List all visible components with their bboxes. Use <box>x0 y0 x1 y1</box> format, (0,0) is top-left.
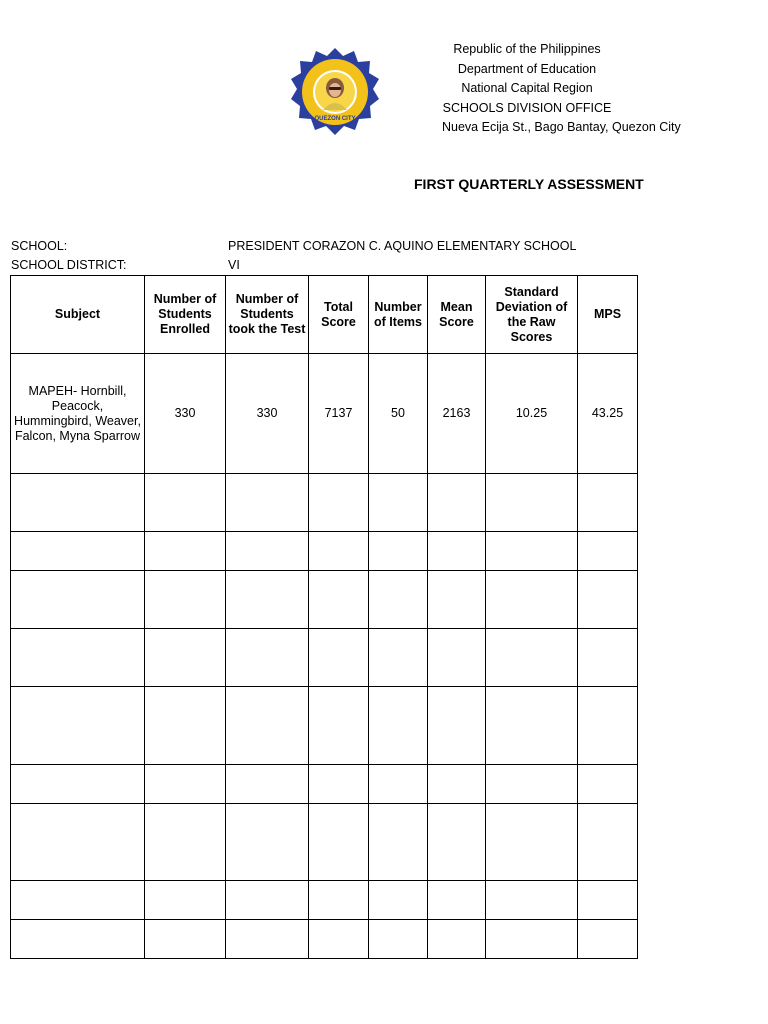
letterhead-region: National Capital Region <box>461 81 593 95</box>
cell-enrolled: 330 <box>145 354 226 474</box>
district-label: SCHOOL DISTRICT: <box>11 258 127 272</box>
letterhead <box>420 40 681 138</box>
cell-mean-score: 2163 <box>428 354 486 474</box>
school-label: SCHOOL: <box>11 239 68 253</box>
table-row-empty <box>11 687 638 765</box>
seal-ring-text: QUEZON CITY <box>314 116 356 122</box>
table-row-empty <box>11 571 638 629</box>
cell-subject: MAPEH- Hornbill, Peacock, Hummingbird, Weaver, Falcon, Myna Sparrow <box>11 354 145 474</box>
header-subject: Subject <box>11 276 145 354</box>
page-title: FIRST QUARTERLY ASSESSMENT <box>414 176 644 192</box>
header-enrolled: Number of Students Enrolled <box>145 276 226 354</box>
cell-took-test: 330 <box>226 354 309 474</box>
table-row-empty <box>11 920 638 959</box>
letterhead-address: Nueva Ecija St., Bago Bantay, Quezon City <box>442 120 681 134</box>
header-standard-deviation: Standard Deviation of the Raw Scores <box>486 276 578 354</box>
school-value: PRESIDENT CORAZON C. AQUINO ELEMENTARY SCHOOL <box>228 239 577 253</box>
header-total-score: Total Score <box>309 276 369 354</box>
header-took-test: Number of Students took the Test <box>226 276 309 354</box>
cell-standard-deviation: 10.25 <box>486 354 578 474</box>
letterhead-republic: Republic of the Philippines <box>453 42 601 56</box>
table-header-row <box>11 276 638 354</box>
header-number-of-items: Number of Items <box>369 276 428 354</box>
table-row-empty <box>11 474 638 532</box>
cell-mps: 43.25 <box>578 354 638 474</box>
table-row-empty <box>11 765 638 804</box>
header-mps: MPS <box>578 276 638 354</box>
cell-number-of-items: 50 <box>369 354 428 474</box>
header-mean-score: Mean Score <box>428 276 486 354</box>
table-row-empty <box>11 629 638 687</box>
letterhead-division-office: SCHOOLS DIVISION OFFICE <box>442 100 612 115</box>
table-row-empty <box>11 881 638 920</box>
table-row <box>11 354 638 474</box>
table-row-empty <box>11 532 638 571</box>
assessment-table <box>10 275 638 959</box>
district-value: VI <box>228 258 240 272</box>
division-seal <box>290 48 380 136</box>
quezon-city-seal-icon <box>290 48 380 136</box>
cell-total-score: 7137 <box>309 354 369 474</box>
table-row-empty <box>11 804 638 881</box>
letterhead-department: Department of Education <box>457 61 597 76</box>
